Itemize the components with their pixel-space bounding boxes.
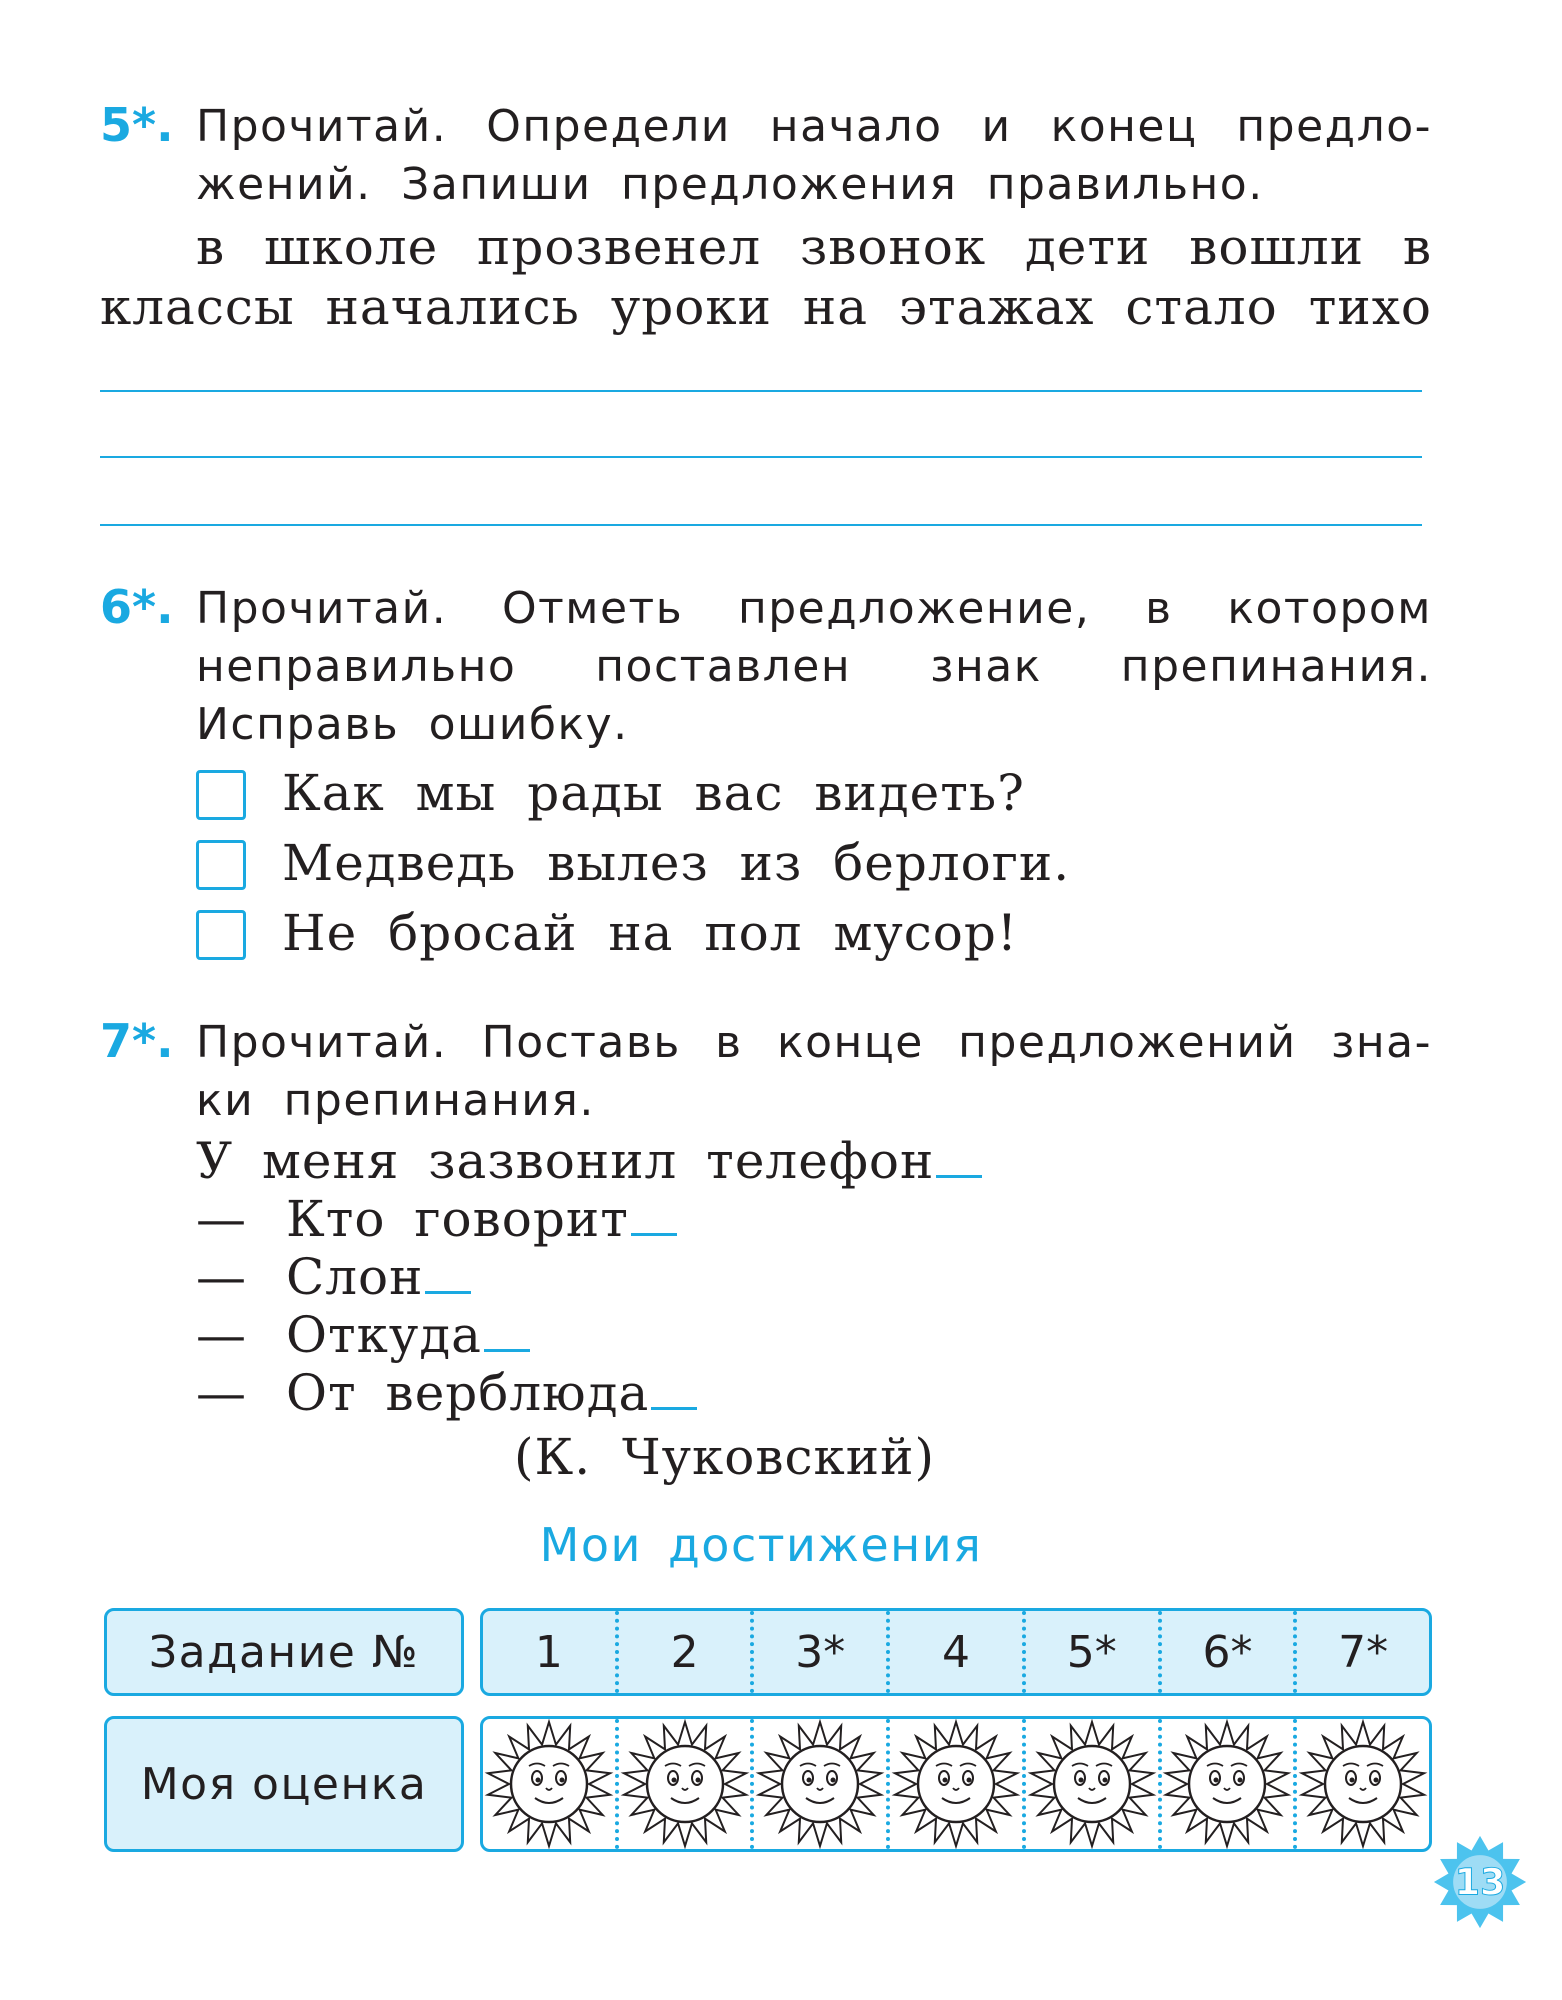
page-number: 13	[1454, 1860, 1506, 1904]
answer-blank-4[interactable]	[484, 1343, 530, 1352]
task-number-cell: 1	[534, 1626, 563, 1678]
option-2-checkbox[interactable]	[196, 840, 246, 890]
page-number-badge	[1432, 1834, 1528, 1930]
grade-cell[interactable]	[615, 1719, 751, 1849]
task-5-number: 5*.	[100, 98, 174, 152]
option-3-text: Не бросай на пол мусор!	[282, 904, 1018, 962]
poem-line-4-text: Откуда	[286, 1306, 482, 1364]
task-6-instruction-line-3: Исправь ошибку.	[196, 699, 629, 750]
task-6-instruction-line-2: неправильно поставлен знак препинания.	[196, 641, 1432, 692]
task-7-number: 7*.	[100, 1014, 174, 1068]
dialog-dash: —	[196, 1364, 247, 1422]
smiling-sun-icon	[484, 1719, 614, 1849]
writing-line-1[interactable]	[100, 390, 1422, 392]
poem-line-5-text: От верблюда	[286, 1364, 650, 1422]
answer-blank-1[interactable]	[936, 1169, 982, 1178]
dialog-dash: —	[196, 1306, 247, 1364]
poem-line-3-text: Слон	[286, 1248, 424, 1306]
task-6-instruction-line-1: Прочитай. Отметь предложение, в котором	[196, 583, 1432, 634]
poem-line-2-text: Кто говорит	[286, 1190, 629, 1248]
task-6-number: 6*.	[100, 580, 174, 634]
task-5-instruction-line-2: жений. Запиши предложения правильно.	[196, 159, 1264, 210]
task-number-row	[480, 1608, 1432, 1696]
my-grade-label: Моя оценка	[104, 1716, 464, 1852]
grade-cell[interactable]	[750, 1719, 886, 1849]
writing-line-3[interactable]	[100, 524, 1422, 526]
grade-cell[interactable]	[483, 1719, 615, 1849]
smiling-sun-icon	[1298, 1719, 1428, 1849]
grade-cell[interactable]	[1293, 1719, 1429, 1849]
dialog-dash: —	[196, 1190, 247, 1248]
option-3-checkbox[interactable]	[196, 910, 246, 960]
task-number-cell: 4	[886, 1611, 1022, 1693]
smiling-sun-icon	[1027, 1719, 1157, 1849]
poem-line-5	[196, 1364, 697, 1422]
poem-line-2	[196, 1190, 677, 1248]
task-number-cell: 2	[615, 1611, 751, 1693]
grade-row	[480, 1716, 1432, 1852]
poem-line-3	[196, 1248, 471, 1306]
dialog-dash: —	[196, 1248, 247, 1306]
poem-line-4	[196, 1306, 530, 1364]
achievements-title: Мои достижения	[539, 1518, 983, 1572]
task-5-text-line-1: в школе прозвенел звонок дети вошли в	[196, 218, 1432, 276]
grade-cell[interactable]	[886, 1719, 1022, 1849]
answer-blank-5[interactable]	[651, 1401, 697, 1410]
poem-line-1-text: У меня зазвонил телефон	[196, 1132, 935, 1190]
smiling-sun-icon	[891, 1719, 1021, 1849]
task-5-text-line-2: классы начались уроки на этажах стало тихо	[100, 278, 1432, 336]
task-5-instruction-line-1: Прочитай. Определи начало и конец предло-	[196, 101, 1432, 152]
task-number-cell: 6*	[1158, 1611, 1294, 1693]
task-number-cell: 5*	[1022, 1611, 1158, 1693]
poem-line-1	[196, 1132, 982, 1190]
option-1-checkbox[interactable]	[196, 770, 246, 820]
smiling-sun-icon	[620, 1719, 750, 1849]
answer-blank-2[interactable]	[631, 1227, 677, 1236]
option-2-text: Медведь вылез из берлоги.	[282, 834, 1071, 892]
task-number-cell: 7*	[1293, 1611, 1429, 1693]
option-1-text: Как мы рады вас видеть?	[282, 764, 1025, 822]
writing-line-2[interactable]	[100, 456, 1422, 458]
smiling-sun-icon	[755, 1719, 885, 1849]
task-7-instruction-line-1: Прочитай. Поставь в конце предложений зна-	[196, 1017, 1432, 1068]
task-number-label: Задание №	[104, 1608, 464, 1696]
task-number-cell: 3*	[750, 1611, 886, 1693]
smiling-sun-icon	[1162, 1719, 1292, 1849]
poem-author: (К. Чуковский)	[514, 1428, 935, 1486]
grade-cell[interactable]	[1022, 1719, 1158, 1849]
task-7-instruction-line-2: ки препинания.	[196, 1075, 595, 1126]
answer-blank-3[interactable]	[425, 1285, 471, 1294]
grade-cell[interactable]	[1158, 1719, 1294, 1849]
